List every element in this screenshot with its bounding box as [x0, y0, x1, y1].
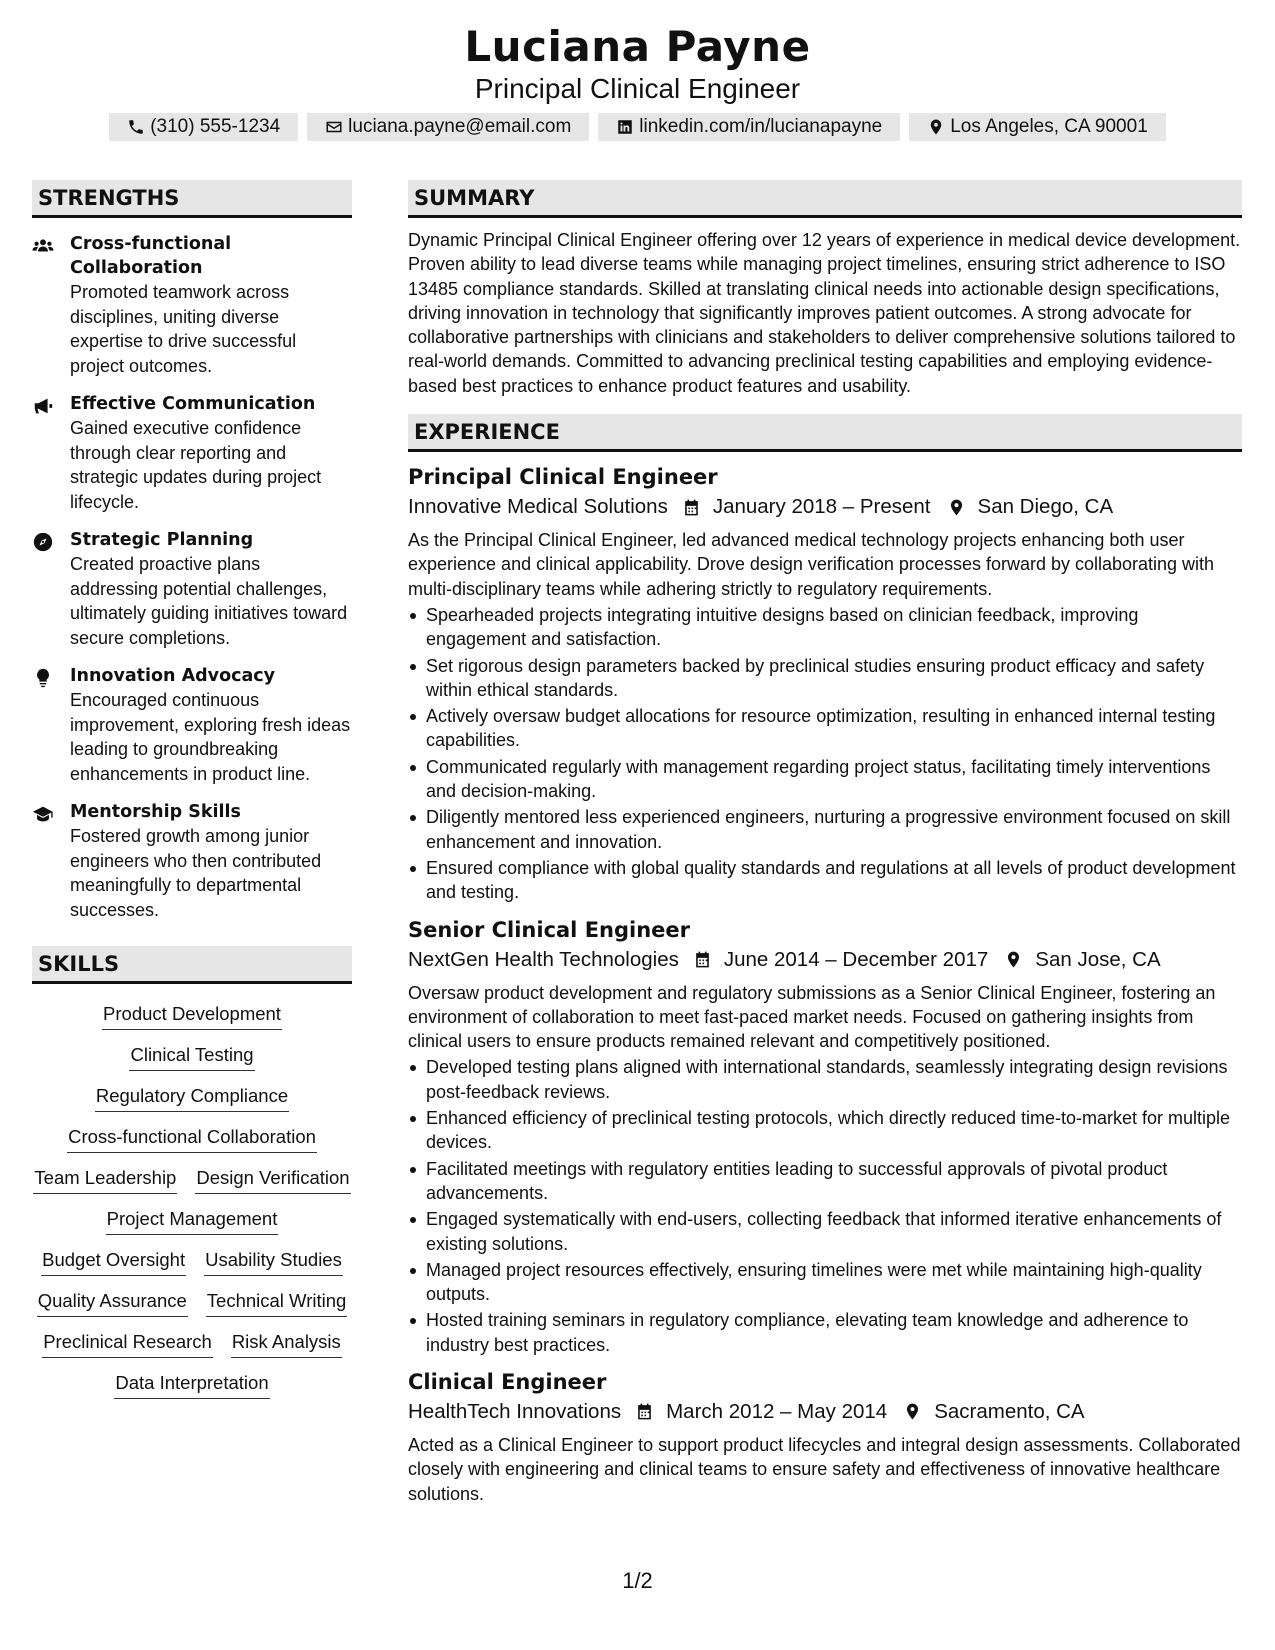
strength-title: Mentorship Skills	[70, 802, 241, 822]
map-pin-icon	[1004, 950, 1023, 969]
job-entry	[408, 915, 1242, 1357]
skill-tag: Data Interpretation	[114, 1371, 269, 1399]
calendar-icon	[693, 950, 712, 969]
strength-desc: Promoted teamwork across disciplines, uniting diverse expertise to drive successful project outcomes.	[70, 282, 297, 376]
megaphone-icon	[32, 395, 54, 417]
strength-item	[32, 392, 352, 514]
contact-location	[909, 113, 1166, 141]
skill-tag: Preclinical Research	[42, 1330, 213, 1358]
skill-tag: Quality Assurance	[37, 1289, 188, 1317]
calendar-icon	[682, 498, 701, 517]
page-number: 1/2	[622, 1568, 653, 1593]
job-bullet: Ensured compliance with global quality standards and regulations at all levels of product development and testing.	[426, 856, 1242, 905]
contact-bar	[0, 113, 1275, 141]
calendar-icon	[635, 1402, 654, 1421]
job-bullet: Communicated regularly with management regarding project status, facilitating timely interventions and decision-making.	[426, 755, 1242, 804]
skill-tag: Cross-functional Collaboration	[67, 1125, 317, 1153]
job-bullet: Developed testing plans aligned with international standards, seamlessly integrating design revisions post-feedback reviews.	[426, 1055, 1242, 1104]
job-location: San Diego, CA	[977, 495, 1114, 519]
contact-email[interactable]	[307, 113, 589, 141]
job-bullet: Facilitated meetings with regulatory entities leading to successful approvals of pivotal product advancements.	[426, 1157, 1242, 1206]
contact-location-text: Los Angeles, CA 90001	[950, 116, 1148, 137]
job-dates: June 2014 – December 2017	[723, 947, 989, 971]
strength-title: Effective Communication	[70, 394, 316, 414]
contact-phone[interactable]	[109, 113, 298, 141]
job-title: Principal Clinical Engineer	[408, 465, 718, 490]
strength-desc: Gained executive confidence through clear reporting and strategic updates during project lifecycle.	[70, 418, 322, 512]
job-bullet: Actively oversaw budget allocations for resource optimization, resulting in enhanced internal testing capabilities.	[426, 704, 1242, 753]
job-bullets	[408, 603, 1242, 905]
lightbulb-icon	[32, 667, 54, 689]
contact-linkedin-text: linkedin.com/in/lucianapayne	[639, 116, 883, 137]
strengths-heading: STRENGTHS	[32, 180, 352, 218]
job-company: NextGen Health Technologies	[408, 947, 679, 971]
candidate-name: Luciana Payne	[464, 22, 811, 71]
strength-desc: Created proactive plans addressing potential challenges, ultimately guiding initiatives toward secure completions.	[70, 554, 348, 648]
envelope-icon	[325, 118, 343, 136]
job-bullet: Engaged systematically with end-users, collecting feedback that informed iterative enhancements of existing solutions.	[426, 1207, 1242, 1256]
skill-tag: Project Management	[106, 1207, 279, 1235]
job-bullet: Hosted training seminars in regulatory compliance, elevating team knowledge and adherence to industry best practices.	[426, 1308, 1242, 1357]
job-title: Senior Clinical Engineer	[408, 917, 691, 942]
job-bullet: Set rigorous design parameters backed by preclinical studies ensuring product efficacy and safety within ethical standards.	[426, 654, 1242, 703]
skill-tag: Product Development	[102, 1002, 282, 1030]
job-location: Sacramento, CA	[934, 1399, 1085, 1423]
skills-heading: SKILLS	[32, 946, 352, 984]
strengths-list	[32, 218, 352, 922]
job-bullets	[408, 1055, 1242, 1357]
job-description: As the Principal Clinical Engineer, led advanced medical technology projects enhancing both user experience and clinical applicability. Drove design verification processes forward by collaborating with multi-disciplinary teams while adhering strictly to regulatory requirements.	[408, 530, 1215, 599]
map-pin-icon	[947, 498, 966, 517]
job-entry	[408, 462, 1242, 904]
strength-item	[32, 528, 352, 650]
skill-tag: Clinical Testing	[129, 1043, 254, 1071]
summary-text: Dynamic Principal Clinical Engineer offering over 12 years of experience in medical device development. Proven ability to lead diverse teams while managing project timelines, ensuring strict adherence to ISO 13485 compliance standards. Skilled at translating clinical needs into actionable design specifications, driving innovation in technology that significantly improves patient outcomes. A strong advocate for collaborative partnerships with clinicians and stakeholders to deliver comprehensive solutions tailored to real-world demands. Committed to advancing preclinical testing capabilities and employing evidence-based best practices to enhance product features and usability.	[408, 230, 1241, 396]
map-pin-icon	[903, 1402, 922, 1421]
compass-icon	[32, 531, 54, 553]
graduation-cap-icon	[32, 803, 54, 825]
left-column	[32, 180, 352, 1399]
strength-item	[32, 232, 352, 378]
strength-desc: Encouraged continuous improvement, exploring fresh ideas leading to groundbreaking enhancements in product line.	[70, 690, 351, 784]
job-description: Oversaw product development and regulatory submissions as a Senior Clinical Engineer, fostering an environment of collaboration to meet fast-paced market needs. Focused on gathering insights from clinical users to ensure products remained relevant and competitively positioned.	[408, 982, 1216, 1052]
experience-heading: EXPERIENCE	[408, 414, 1242, 452]
summary-heading: SUMMARY	[408, 180, 1242, 218]
strength-title: Innovation Advocacy	[70, 666, 276, 686]
job-bullet: Spearheaded projects integrating intuitive designs based on clinician feedback, improving engagement and satisfaction.	[426, 603, 1242, 652]
skill-tag: Usability Studies	[204, 1248, 343, 1276]
strength-title: Cross-functional Collaboration	[70, 234, 232, 278]
contact-email-text: luciana.payne@email.com	[348, 116, 572, 137]
contact-linkedin[interactable]	[598, 113, 900, 141]
strength-item	[32, 800, 352, 922]
job-dates: January 2018 – Present	[712, 495, 931, 519]
job-company: Innovative Medical Solutions	[408, 495, 668, 519]
job-meta	[408, 1397, 1242, 1427]
job-description: Acted as a Clinical Engineer to support product lifecycles and integral design assessments. Collaborated closely with engineering and clinical teams to ensure safety and effectiveness of innovative healthcare solutions.	[408, 1434, 1241, 1504]
job-company: HealthTech Innovations	[408, 1399, 622, 1423]
skills-list	[32, 984, 352, 1399]
phone-icon	[127, 118, 145, 136]
job-bullet: Managed project resources effectively, ensuring timelines were met while maintaining high-quality outputs.	[426, 1258, 1242, 1307]
linkedin-icon	[616, 118, 634, 136]
skill-tag: Design Verification	[195, 1166, 350, 1194]
job-meta	[408, 945, 1242, 975]
map-pin-icon	[927, 118, 945, 136]
skill-tag: Risk Analysis	[231, 1330, 342, 1358]
candidate-role: Principal Clinical Engineer	[474, 73, 801, 104]
skill-tag: Team Leadership	[33, 1166, 177, 1194]
strength-desc: Fostered growth among junior engineers who then contributed meaningfully to departmental successes.	[70, 826, 322, 920]
skill-tag: Budget Oversight	[41, 1248, 186, 1276]
job-dates: March 2012 – May 2014	[666, 1399, 888, 1423]
job-location: San Jose, CA	[1035, 947, 1161, 971]
job-title: Clinical Engineer	[408, 1369, 607, 1394]
job-entry	[408, 1367, 1242, 1506]
right-column	[408, 180, 1242, 1506]
job-bullet: Diligently mentored less experienced engineers, nurturing a progressive environment focused on skill enhancement and innovation.	[426, 805, 1242, 854]
job-bullet: Enhanced efficiency of preclinical testing protocols, which directly reduced time-to-market for multiple devices.	[426, 1106, 1242, 1155]
skill-tag: Regulatory Compliance	[95, 1084, 289, 1112]
job-meta	[408, 492, 1242, 522]
users-icon	[32, 235, 54, 257]
skill-tag: Technical Writing	[206, 1289, 348, 1317]
strength-title: Strategic Planning	[70, 530, 254, 550]
contact-phone-text: (310) 555-1234	[150, 116, 281, 137]
strength-item	[32, 664, 352, 786]
